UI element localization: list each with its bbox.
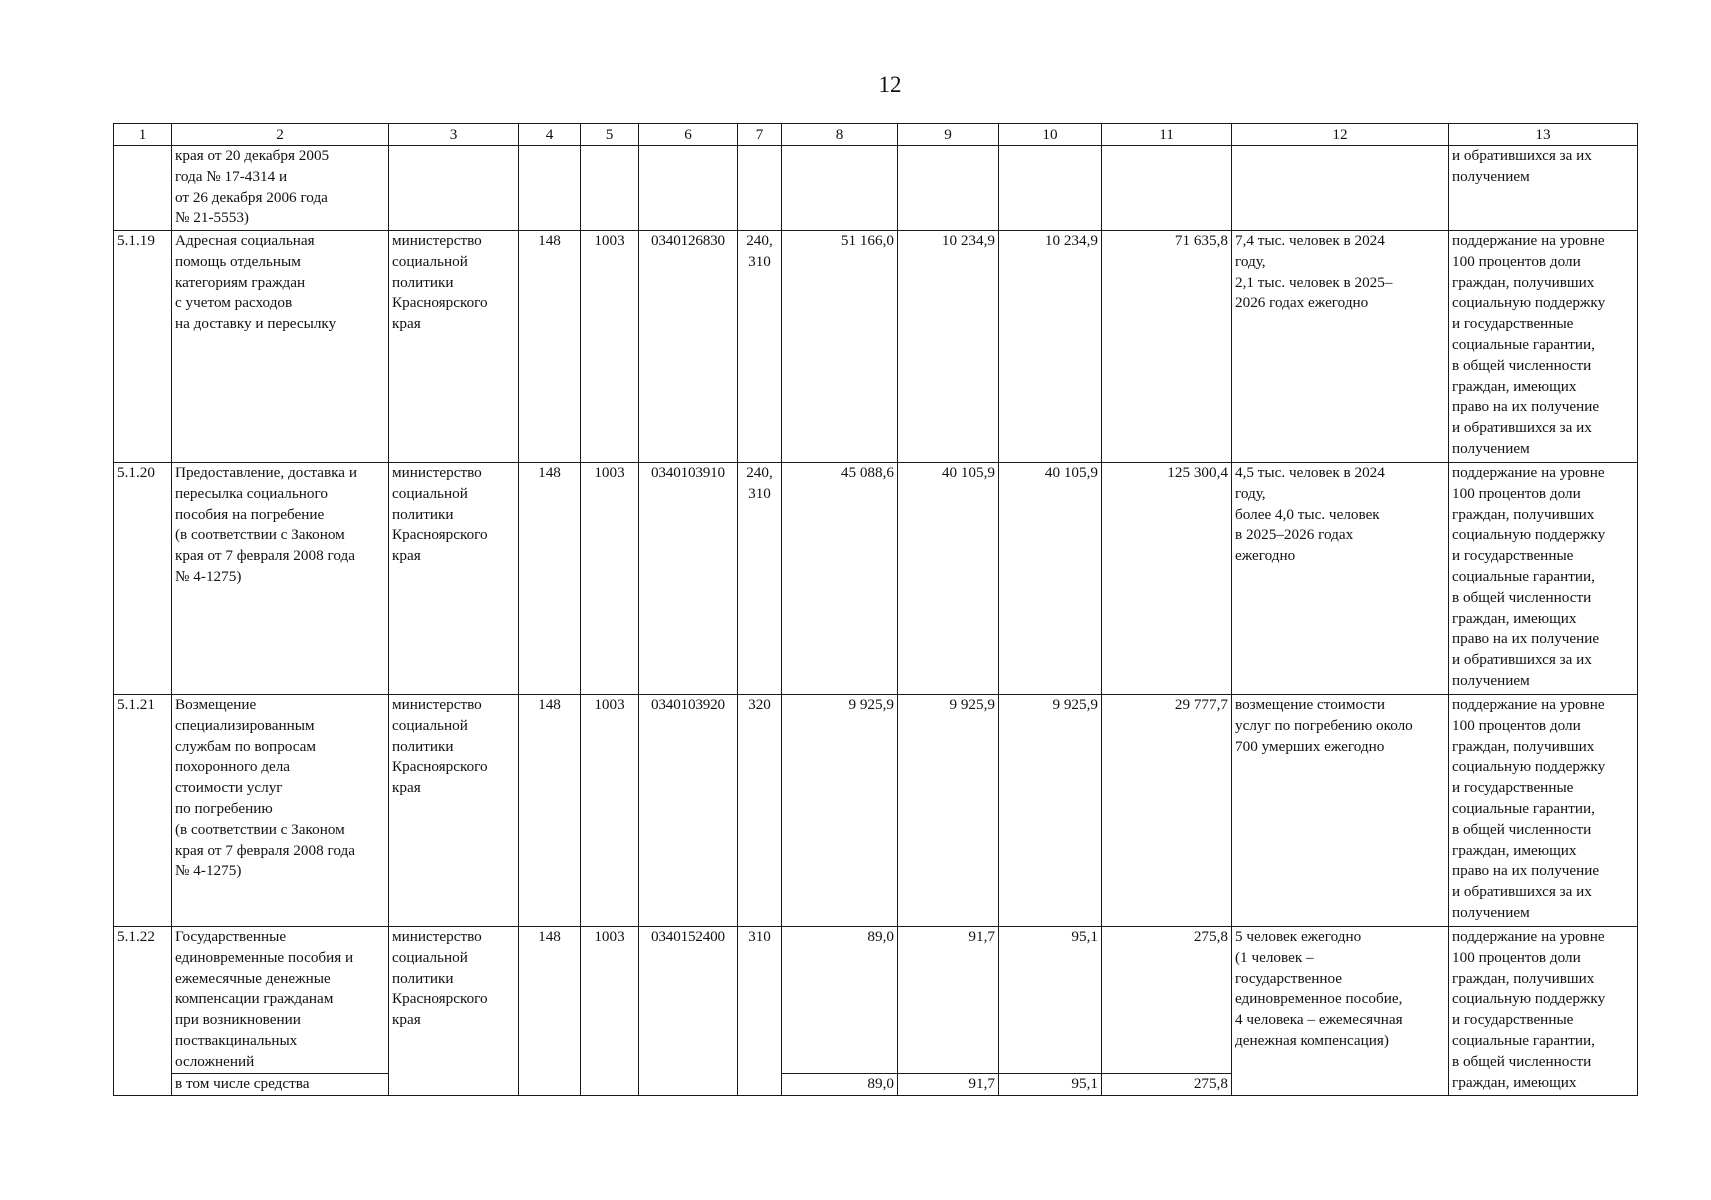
text-line: единовременные пособия и (175, 948, 354, 966)
text-line: 5 человек ежегодно (1235, 928, 1362, 945)
target-item-code: 0340103920 (639, 695, 738, 927)
text-line: в общей численности (1452, 588, 1592, 606)
subrow-amount-2025: 91,7 (898, 1073, 999, 1095)
empty-cell (639, 146, 738, 231)
text-line: политики (392, 505, 454, 523)
amount-2025: 10 234,9 (898, 231, 999, 463)
column-number: 6 (639, 124, 738, 146)
text-line: социальные гарантии, (1452, 799, 1595, 817)
text-line: 4 человека – ежемесячная (1235, 1011, 1403, 1029)
column-number: 10 (999, 124, 1102, 146)
empty-cell (1102, 146, 1232, 231)
text-line: граждан, получивших (1452, 969, 1595, 987)
empty-cell (738, 146, 782, 231)
text-line: компенсации гражданам (175, 990, 334, 1008)
text-line: Возмещение (175, 696, 257, 713)
text-line: стоимости услуг (175, 779, 283, 797)
text-line: Красноярского (392, 294, 488, 312)
expense-type-code (738, 695, 782, 927)
grbs-code: 148 (519, 231, 581, 463)
text-line: края (392, 1011, 421, 1029)
target-item-code: 0340152400 (639, 927, 738, 1096)
text-line: министерство (392, 928, 482, 945)
text-line: социальные гарантии, (1452, 335, 1595, 353)
column-number: 8 (782, 124, 898, 146)
continuation-row (114, 146, 1638, 231)
amount-total: 125 300,4 (1102, 463, 1232, 695)
column-number-row (114, 124, 1638, 146)
text-line: денежная компенсация) (1235, 1031, 1389, 1049)
subrow-amount-total: 275,8 (1102, 1073, 1232, 1095)
text-line: 4,5 тыс. человек в 2024 (1235, 464, 1385, 481)
measure-name-cell (172, 231, 389, 463)
text-line: специализированным (175, 716, 315, 734)
text-line: граждан, получивших (1452, 737, 1595, 755)
text-line: году, (1235, 252, 1266, 270)
grbs-code: 148 (519, 695, 581, 927)
text-line: № 4-1275) (175, 567, 242, 585)
text-line: и обратившихся за их (1452, 419, 1592, 437)
measure-name-cell (172, 695, 389, 927)
text-line: и государственные (1452, 547, 1574, 565)
text-line: края (392, 547, 421, 565)
text-line: № 21-5553) (175, 209, 249, 227)
text-line: (в соответствии с Законом (175, 526, 345, 544)
amount-2024: 89,0 (782, 927, 898, 1074)
text-line: края от 7 февраля 2008 года (175, 841, 355, 859)
page-number: 12 (878, 72, 902, 97)
row-index: 5.1.22 (114, 927, 172, 1096)
amount-2024: 45 088,6 (782, 463, 898, 695)
column-number: 9 (898, 124, 999, 146)
text-line: поддержание на уровне (1452, 232, 1605, 249)
text-line: поддержание на уровне (1452, 696, 1605, 713)
amount-2026: 9 925,9 (999, 695, 1102, 927)
empty-cell (389, 146, 519, 231)
text-line: при возникновении (175, 1011, 301, 1029)
text-line: политики (392, 969, 454, 987)
empty-cell (581, 146, 639, 231)
text-line: Адресная социальная (175, 232, 315, 249)
amount-total: 29 777,7 (1102, 695, 1232, 927)
text-line: политики (392, 273, 454, 291)
subrow-label: в том числе средства (172, 1073, 389, 1095)
amount-2025: 91,7 (898, 927, 999, 1074)
text-line: единовременное пособие, (1235, 990, 1403, 1008)
text-line: право на их получение (1452, 862, 1600, 880)
text-line: № 4-1275) (175, 862, 242, 880)
text-line: социальные гарантии, (1452, 567, 1595, 585)
table-row (114, 927, 1638, 1074)
text-line: пересылка социального (175, 484, 328, 502)
text-line: получением (1452, 439, 1530, 457)
text-line: социальной (392, 252, 468, 270)
section-code: 1003 (581, 695, 639, 927)
text-line: граждан, получивших (1452, 505, 1595, 523)
text-line: осложнений (175, 1052, 255, 1070)
text-line: в общей численности (1452, 356, 1592, 374)
text-line: социальную поддержку (1452, 526, 1606, 544)
text-line: и государственные (1452, 1011, 1574, 1029)
agency-cell (389, 463, 519, 695)
expense-type-code (738, 463, 782, 695)
text-line: и обратившихся за их (1452, 147, 1592, 164)
text-line: по погребению (175, 799, 273, 817)
text-line: Предоставление, доставка и (175, 464, 357, 481)
text-line: году, (1235, 484, 1266, 502)
text-line: 310 (748, 928, 771, 945)
text-line: поддержание на уровне (1452, 464, 1605, 481)
text-line: социальные гарантии, (1452, 1031, 1595, 1049)
text-line: (в соответствии с Законом (175, 820, 345, 838)
text-line: Красноярского (392, 758, 488, 776)
column-number: 5 (581, 124, 639, 146)
text-line: с учетом расходов (175, 294, 293, 312)
text-line: социальной (392, 716, 468, 734)
text-line: края (392, 779, 421, 797)
amount-2024: 9 925,9 (782, 695, 898, 927)
text-line: 100 процентов доли (1452, 484, 1581, 502)
section-code: 1003 (581, 231, 639, 463)
row-index: 5.1.20 (114, 463, 172, 695)
target-item-code: 0340126830 (639, 231, 738, 463)
text-line: 7,4 тыс. человек в 2024 (1235, 232, 1385, 249)
text-line: министерство (392, 232, 482, 249)
text-line: пособия на погребение (175, 505, 325, 523)
text-line: услуг по погребению около (1235, 716, 1413, 734)
column-number: 12 (1232, 124, 1449, 146)
expected-result-cell (1232, 927, 1449, 1096)
text-line: Красноярского (392, 526, 488, 544)
amount-total: 71 635,8 (1102, 231, 1232, 463)
text-line: в общей численности (1452, 1052, 1592, 1070)
text-line: 240, (746, 464, 773, 481)
agency-cell (389, 695, 519, 927)
expected-result-cell (1232, 695, 1449, 927)
column-number: 11 (1102, 124, 1232, 146)
text-line: 240, (746, 232, 773, 249)
text-line: края от 20 декабря 2005 (175, 147, 330, 164)
table-row (114, 231, 1638, 463)
text-line: 700 умерших ежегодно (1235, 737, 1385, 755)
text-line: 100 процентов доли (1452, 252, 1581, 270)
empty-cell (1232, 146, 1449, 231)
amount-2026: 95,1 (999, 927, 1102, 1074)
expected-result-cell (1232, 231, 1449, 463)
empty-cell (999, 146, 1102, 231)
empty-cell (114, 146, 172, 231)
amount-2025: 9 925,9 (898, 695, 999, 927)
amount-2026: 10 234,9 (999, 231, 1102, 463)
text-line: социальную поддержку (1452, 758, 1606, 776)
text-line: социальную поддержку (1452, 294, 1606, 312)
text-line: граждан, получивших (1452, 273, 1595, 291)
text-line: возмещение стоимости (1235, 696, 1386, 713)
text-line: социальной (392, 948, 468, 966)
text-line: Государственные (175, 928, 287, 945)
text-line: ежемесячные денежные (175, 969, 331, 987)
expense-type-code (738, 231, 782, 463)
text-line: (1 человек – (1235, 948, 1314, 966)
text-line: в общей численности (1452, 820, 1592, 838)
target-item-code: 0340103910 (639, 463, 738, 695)
text-line: право на их получение (1452, 398, 1600, 416)
continued-goal-cell (1449, 146, 1638, 231)
amount-2026: 40 105,9 (999, 463, 1102, 695)
grbs-code: 148 (519, 927, 581, 1096)
section-code: 1003 (581, 463, 639, 695)
text-line: поддержание на уровне (1452, 928, 1605, 945)
text-line: граждан, имеющих (1452, 609, 1577, 627)
text-line: службам по вопросам (175, 737, 317, 755)
text-line: края от 7 февраля 2008 года (175, 547, 355, 565)
program-table (113, 123, 1638, 1096)
text-line: получением (1452, 903, 1530, 921)
text-line: и государственные (1452, 779, 1574, 797)
text-line: ежегодно (1235, 547, 1296, 565)
text-line: года № 17-4314 и (175, 167, 288, 185)
text-line: и государственные (1452, 315, 1574, 333)
text-line: государственное (1235, 969, 1343, 987)
column-number: 13 (1449, 124, 1638, 146)
text-line: министерство (392, 696, 482, 713)
goal-cell (1449, 231, 1638, 463)
empty-cell (898, 146, 999, 231)
subrow-amount-2024: 89,0 (782, 1073, 898, 1095)
column-number: 7 (738, 124, 782, 146)
amount-total: 275,8 (1102, 927, 1232, 1074)
column-number: 1 (114, 124, 172, 146)
row-index: 5.1.19 (114, 231, 172, 463)
text-line: 310 (748, 252, 771, 270)
text-line: 2026 годах ежегодно (1235, 294, 1369, 312)
agency-cell (389, 231, 519, 463)
text-line: граждан, имеющих (1452, 841, 1577, 859)
subrow-amount-2026: 95,1 (999, 1073, 1102, 1095)
text-line: на доставку и пересылку (175, 315, 337, 333)
goal-cell (1449, 463, 1638, 695)
grbs-code: 148 (519, 463, 581, 695)
text-line: от 26 декабря 2006 года (175, 188, 328, 206)
expected-result-cell (1232, 463, 1449, 695)
text-line: политики (392, 737, 454, 755)
text-line: 320 (748, 696, 771, 713)
text-line: граждан, имеющих (1452, 377, 1577, 395)
agency-cell (389, 927, 519, 1096)
amount-2024: 51 166,0 (782, 231, 898, 463)
goal-cell (1449, 695, 1638, 927)
text-line: более 4,0 тыс. человек (1235, 505, 1380, 523)
text-line: помощь отдельным (175, 252, 301, 270)
table-row (114, 695, 1638, 927)
table-row (114, 463, 1638, 695)
text-line: социальную поддержку (1452, 990, 1606, 1008)
text-line: министерство (392, 464, 482, 481)
text-line: социальной (392, 484, 468, 502)
goal-cell (1449, 927, 1638, 1096)
text-line: в 2025–2026 годах (1235, 526, 1354, 544)
text-line: и обратившихся за их (1452, 651, 1592, 669)
text-line: получением (1452, 671, 1530, 689)
text-line: поствакцинальных (175, 1031, 298, 1049)
text-line: похоронного дела (175, 758, 291, 776)
text-line: и обратившихся за их (1452, 883, 1592, 901)
text-line: получением (1452, 167, 1530, 185)
row-index: 5.1.21 (114, 695, 172, 927)
amount-2025: 40 105,9 (898, 463, 999, 695)
text-line: 310 (748, 484, 771, 502)
text-line: Красноярского (392, 990, 488, 1008)
text-line: 100 процентов доли (1452, 716, 1581, 734)
text-line: категориям граждан (175, 273, 306, 291)
measure-name-cell (172, 463, 389, 695)
text-line: граждан, имеющих (1452, 1073, 1577, 1091)
column-number: 2 (172, 124, 389, 146)
measure-name-cell (172, 927, 389, 1074)
continued-name-cell (172, 146, 389, 231)
column-number: 4 (519, 124, 581, 146)
section-code: 1003 (581, 927, 639, 1096)
expense-type-code (738, 927, 782, 1096)
column-number: 3 (389, 124, 519, 146)
text-line: право на их получение (1452, 630, 1600, 648)
empty-cell (782, 146, 898, 231)
empty-cell (519, 146, 581, 231)
text-line: 2,1 тыс. человек в 2025– (1235, 273, 1393, 291)
text-line: 100 процентов доли (1452, 948, 1581, 966)
text-line: края (392, 315, 421, 333)
